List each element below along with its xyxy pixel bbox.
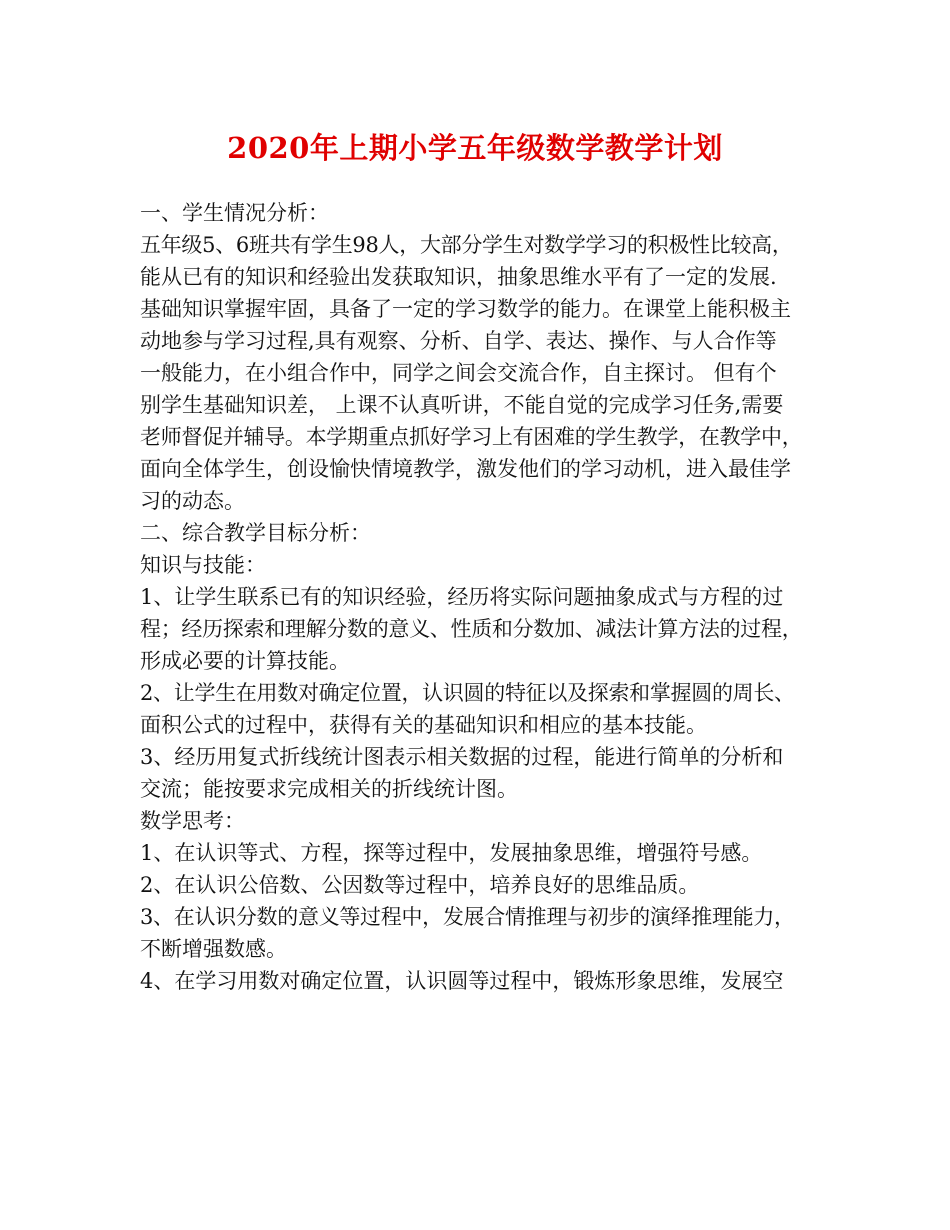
- paragraph-line: 老师督促并辅导。本学期重点抓好学习上有困难的学生教学，在教学中，: [140, 425, 803, 449]
- paragraph-line: 基础知识掌握牢固，具备了一定的学习数学的能力。在课堂上能积极主: [140, 297, 791, 321]
- paragraph-line: 五年级5、6班共有学生98人，大部分学生对数学学习的积极性比较高，: [140, 233, 793, 257]
- paragraph-line: 习的动态。: [140, 489, 245, 513]
- list-item-line: 程；经历探索和理解分数的意义、性质和分数加、减法计算方法的过程，: [140, 617, 803, 641]
- list-item-line: 交流；能按要求完成相关的折线统计图。: [140, 777, 518, 801]
- list-item-line: 2、让学生在用数对确定位置，认识圆的特征以及探索和掌握圆的周长、: [140, 681, 795, 705]
- paragraph-line: 一般能力，在小组合作中，同学之间会交流合作，自主探讨。 但有个: [140, 361, 777, 385]
- list-item-line: 1、在认识等式、方程，探等过程中，发展抽象思维，增强符号感。: [140, 841, 763, 865]
- subheading-knowledge-skills: 知识与技能：: [140, 553, 266, 577]
- document-body: [140, 197, 830, 997]
- list-item-line: 4、在学习用数对确定位置，认识圆等过程中，锻炼形象思维，发展空: [140, 969, 784, 993]
- list-item-line: 1、让学生联系已有的知识经验，经历将实际问题抽象成式与方程的过: [140, 585, 784, 609]
- paragraph-line: 面向全体学生，创设愉快情境教学，激发他们的学习动机，进入最佳学: [140, 457, 791, 481]
- section-heading-student-analysis: 一、学生情况分析：: [140, 201, 329, 225]
- list-item-line: 3、在认识分数的意义等过程中，发展合情推理与初步的演绎推理能力，: [140, 905, 795, 929]
- paragraph-line: 能从已有的知识和经验出发获取知识，抽象思维水平有了一定的发展.: [140, 265, 777, 289]
- document-title: 2020年上期小学五年级数学教学计划: [227, 131, 723, 165]
- paragraph-line: 别学生基础知识差， 上课不认真听讲，不能自觉的完成学习任务,需要: [140, 393, 784, 417]
- list-item-line: 不断增强数感。: [140, 937, 287, 961]
- list-item-line: 2、在认识公倍数、公因数等过程中，培养良好的思维品质。: [140, 873, 700, 897]
- list-item-line: 形成必要的计算技能。: [140, 649, 350, 673]
- paragraph-line: 动地参与学习过程,具有观察、分析、自学、表达、操作、与人合作等: [140, 329, 777, 353]
- section-heading-teaching-goals: 二、综合教学目标分析：: [140, 521, 371, 545]
- subheading-math-thinking: 数学思考：: [140, 809, 245, 833]
- list-item-line: 面积公式的过程中，获得有关的基础知识和相应的基本技能。: [140, 713, 707, 737]
- list-item-line: 3、经历用复式折线统计图表示相关数据的过程，能进行简单的分析和: [140, 745, 784, 769]
